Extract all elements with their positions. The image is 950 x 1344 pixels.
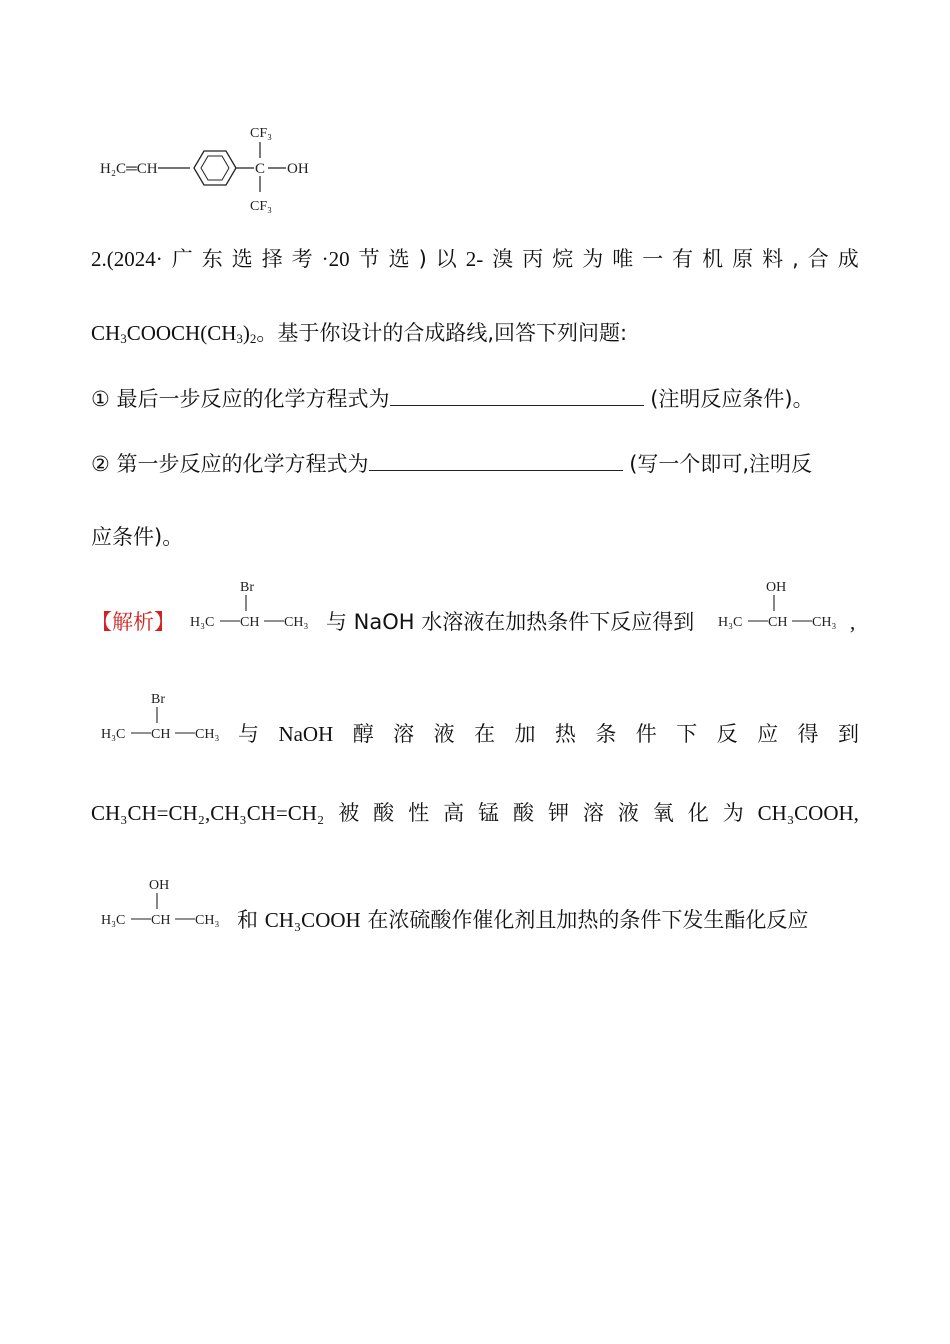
question-item-1: ① 最后一步反应的化学方程式为 (注明反应条件)。: [91, 383, 859, 414]
svg-text:CH₃: CH₃: [812, 615, 837, 630]
svg-text:OH: OH: [149, 878, 170, 893]
propanol-structure-1: [716, 576, 846, 634]
struct-right-label: OH: [287, 161, 309, 177]
svg-text:H₃C: H₃C: [101, 913, 126, 928]
analysis-line-1-text: 与 NaOH 水溶液在加热条件下反应得到: [326, 610, 695, 634]
svg-text:CH: CH: [151, 727, 171, 742]
svg-text:CH: CH: [240, 615, 260, 630]
answer-blank-1[interactable]: [390, 383, 644, 406]
svg-text:CH: CH: [151, 913, 171, 928]
propanol-structure-2: [99, 874, 234, 932]
struct-center-label: C: [255, 161, 266, 177]
analysis-line-1-end: ,: [850, 610, 856, 634]
struct-bottom-label: CF₃: [250, 199, 273, 214]
answer-blank-2[interactable]: [369, 448, 623, 471]
analysis-line-2: 与 NaOH 醇 溶 液 在 加 热 条 件 下 反 应 得 到: [238, 722, 859, 746]
analysis-line-3: CH₃CH=CH₂,CH₃CH=CH₂ 被 酸 性 高 锰 酸 钾 溶 液 氧 化 为 CH₃COOH,: [91, 801, 859, 825]
svg-text:Br: Br: [151, 692, 165, 707]
svg-text:H₃C: H₃C: [101, 727, 126, 742]
question-item-2-cont: 应条件)。: [91, 525, 184, 549]
svg-text:CH₃: CH₃: [195, 727, 220, 742]
svg-text:CH₃: CH₃: [195, 913, 220, 928]
question-item-2: ② 第一步反应的化学方程式为 (写一个即可,注明反: [91, 448, 859, 479]
struct-left-label: H₂C═CH: [100, 161, 158, 177]
svg-text:OH: OH: [766, 580, 787, 595]
structure-top: [98, 120, 328, 220]
svg-text:CH: CH: [768, 615, 788, 630]
bromopropane-structure-2: [99, 688, 234, 746]
analysis-label: 【解析】: [91, 610, 175, 634]
bromopropane-structure-1: [188, 576, 318, 634]
svg-text:CH₃: CH₃: [284, 615, 309, 630]
svg-text:H₃C: H₃C: [190, 615, 215, 630]
struct-top-label: CF₃: [250, 126, 273, 141]
svg-text:Br: Br: [240, 580, 254, 595]
svg-text:H₃C: H₃C: [718, 615, 743, 630]
analysis-line-4: 和 CH₃COOH 在浓硫酸作催化剂且加热的条件下发生酯化反应: [237, 908, 809, 932]
question-line-1: 2.(2024· 广 东 选 择 考 ·20 节 选 ) 以 2- 溴 丙 烷 为 唯 一 有 机 原 料 , 合 成: [91, 247, 859, 271]
question-line-2: $CH_3COOCH(CH_3)_2$。基于你设计的合成路线,回答下列问题:: [91, 321, 628, 346]
